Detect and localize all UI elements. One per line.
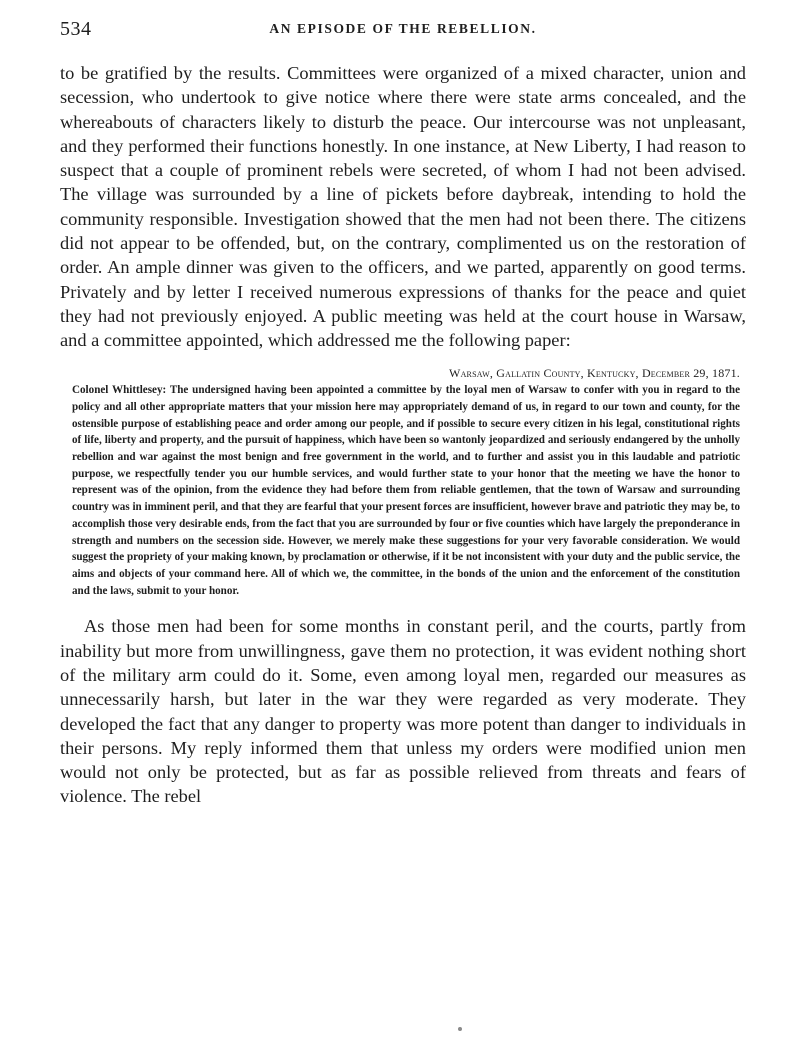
print-speck <box>458 1027 462 1031</box>
book-page <box>60 14 746 809</box>
letter-body: Colonel Whittlesey: The undersigned having been appointed a committee by the loyal men of Warsaw to confer with you in regard to the policy and all other appropriate matters that your mission here may appropriately demand of us, in regard to our town and county, for the ostensible purpose of establishing peace and order among our people, and if possible to secure every citizen in his legal, constitutional rights of life, liberty and property, and the pursuit of happiness, which have been so wantonly jeopardized and seriously endangered by the unholly rebellion and war against the most benign and free government in the world, and to further and assist you in this laudable and patriotic purpose, we respectfully tender you our humble services, and would further state to your honor that the meeting we have the honor to represent was of the opinion, from the evidence they had before them from reliable gentlemen, that the town of Warsaw and surrounding country was in imminent peril, and that they are fearful that your present forces are insufficient, however brave and patriotic they may be, to accomplish those very desirable ends, from the fact that you are surrounded by four or five counties which have largely the preponderance in strength and numbers on the secession side. However, we merely make these suggestions for your very favorable consideration. We would suggest the propriety of your making known, by proclamation or otherwise, if it be not inconsistent with your duty and the public service, the aims and objects of your command here. All of which we, the committee, in the bonds of the union and the enforcement of the constitution and the laws, submit to your honor. <box>72 384 740 597</box>
paragraph-new: As those men had been for some months in constant peril, and the courts, partly from inability but more from unwillingness, gave them no protection, it was evident nothing short of the military arm could do it. Some, even among loyal men, regarded our measures as unnecessarily harsh, but later in the war they were regarded as very moderate. They developed the fact that any danger to property was more potent than danger to individuals in their persons. My reply informed them that unless my orders were modified union men would not only be protected, but as far as possible relieved from threats and fears of violence. The rebel <box>60 616 746 807</box>
letter-dateline <box>72 365 740 382</box>
running-title: AN EPISODE OF THE REBELLION. <box>269 21 537 36</box>
letter-dateline-text: Warsaw, Gallatin County, Kentucky, December 29, 1871. <box>449 365 740 380</box>
running-head <box>60 14 746 44</box>
paragraph-continued: to be gratified by the results. Committees were organized of a mixed character, union and secession, who undertook to give notice where there were state arms concealed, and the whereabouts of characters likely to disturb the peace. Our intercourse was not unpleasant, and they performed their functions honestly. In one instance, at New Liberty, I had reason to suspect that a couple of prominent rebels were secreted, of whom I had not been advised. The village was surrounded by a line of pickets before daybreak, intending to hold the community responsible. Investigation showed that the men had not been there. The citizens did not appear to be offended, but, on the contrary, complimented us on the restoration of order. An ample dinner was given to the officers, and we parted, apparently on good terms. Privately and by letter I received numerous expressions of thanks for the peace and quiet they had not previously enjoyed. A public meeting was held at the court house in Warsaw, and a committee appointed, which addressed me the following paper: <box>60 63 746 351</box>
page-number: 534 <box>60 18 92 40</box>
quoted-letter <box>60 365 746 600</box>
